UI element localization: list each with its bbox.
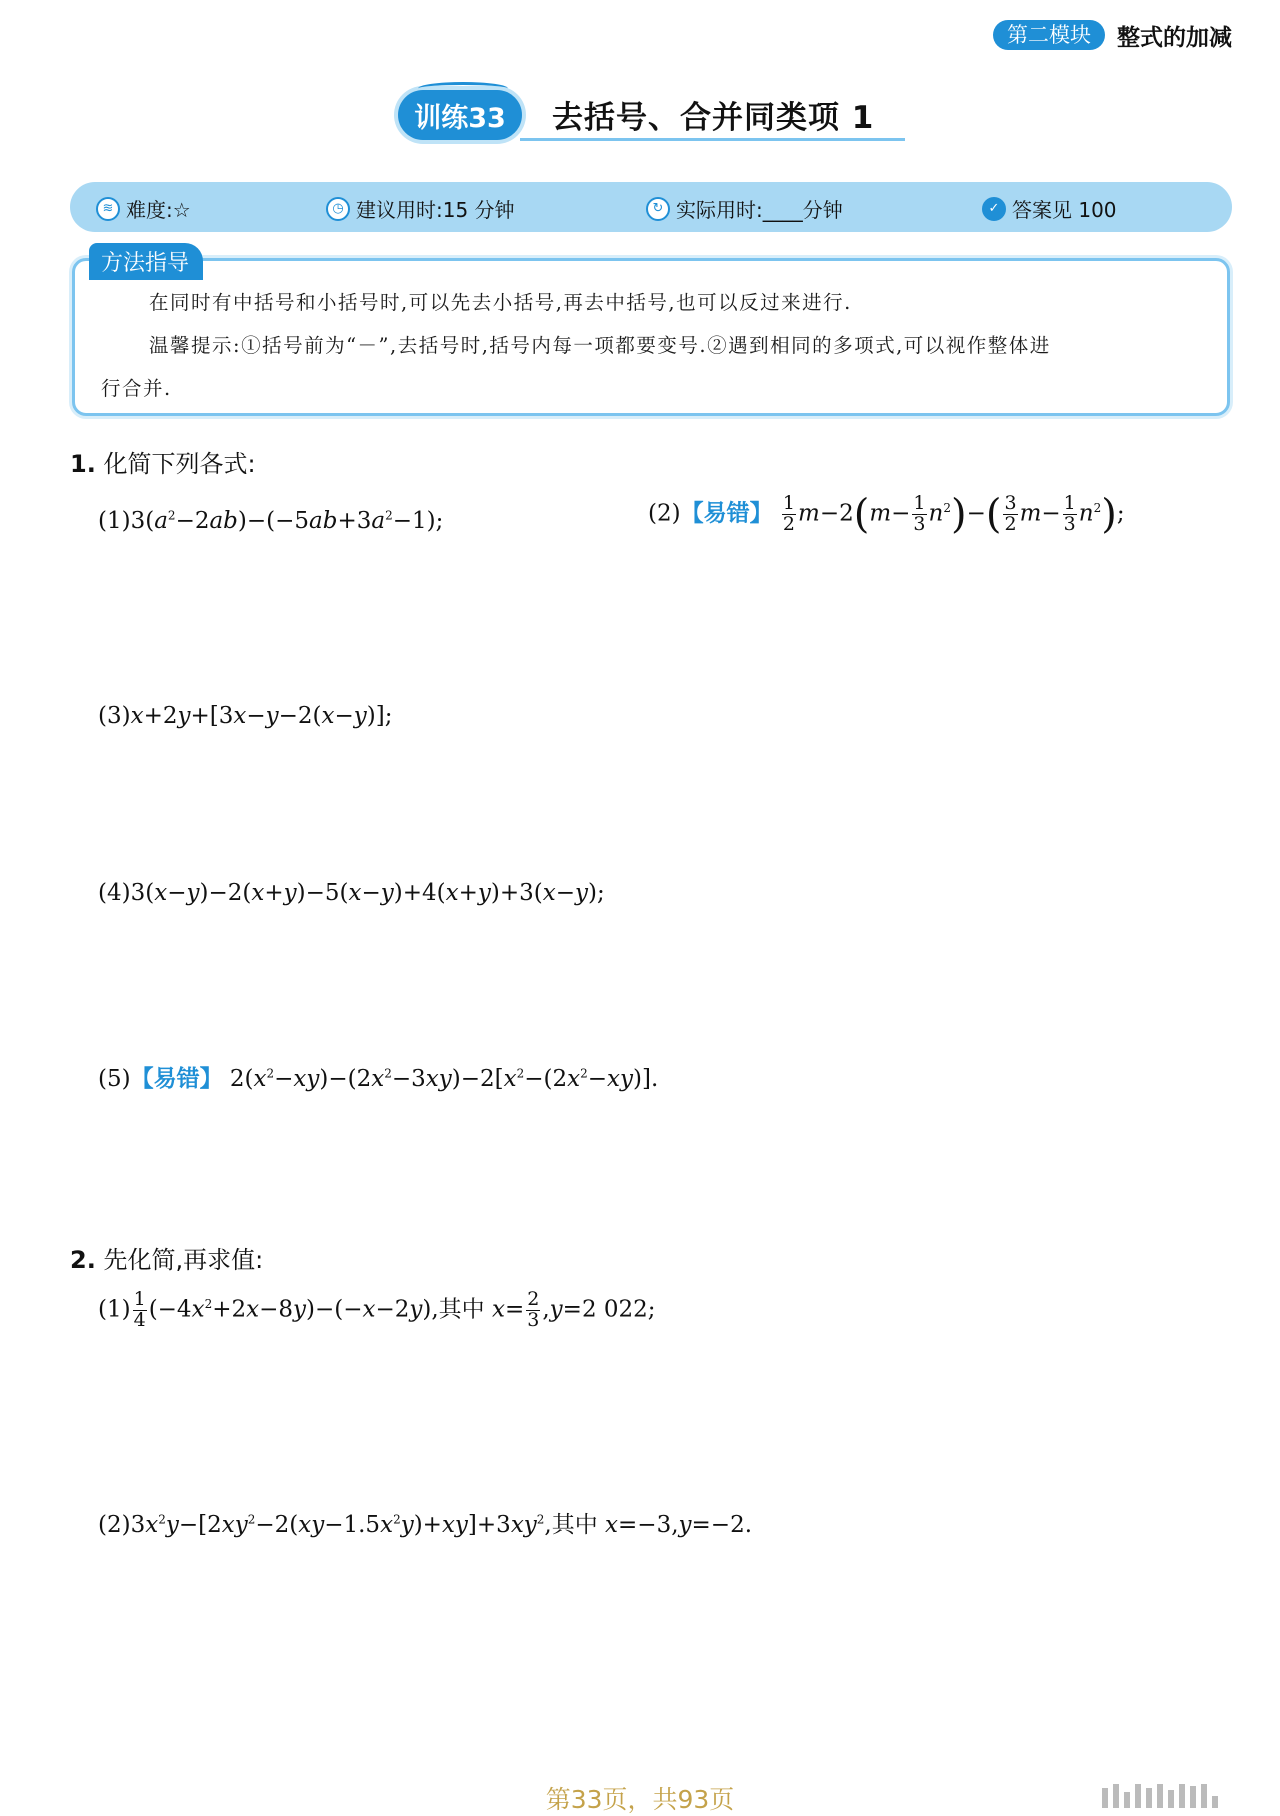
- method-tab: 方法指导: [89, 243, 203, 280]
- q2-number: 2.: [70, 1246, 96, 1274]
- error-prone-tag: 【易错】: [130, 1066, 223, 1092]
- q1-heading-text: 化简下列各式:: [103, 450, 256, 478]
- method-line-1: 在同时有中括号和小括号时,可以先去小括号,再去中括号,也可以反过来进行.: [149, 291, 852, 314]
- difficulty-text: 难度:☆: [126, 198, 191, 222]
- page-footer: 第33页，共93页: [545, 1785, 735, 1814]
- answer-item: [982, 194, 1117, 223]
- actual-time-item: [646, 194, 843, 223]
- q1-number: 1.: [70, 450, 96, 478]
- answer-text: 答案见 100: [1012, 198, 1117, 222]
- q1-item-1: $(1)3(a^2-2ab)-(-5ab+3a^2-1)$;: [98, 508, 444, 534]
- q2-item-1: (1) $\frac{1}{4}$ $(-4x^2+2x-8y)-(-x-2y)$,其中 x= $\frac{2}{3}$ ,y=2 022;: [98, 1288, 656, 1331]
- swoosh-decoration: [418, 82, 508, 95]
- training-badge-text: 训练33: [414, 102, 506, 134]
- q1-item-3: (3)x+2y+[3x−y−2(x−y)];: [98, 703, 393, 729]
- suggested-time-text: 建议用时:15 分钟: [356, 198, 515, 222]
- training-heading: 去括号、合并同类项 1: [552, 100, 875, 136]
- method-line-2: 温馨提示:①括号前为“－”,去括号时,括号内每一项都要变号.②遇到相同的多项式,可以视作整体进: [149, 334, 1051, 357]
- q1-heading: [70, 444, 256, 479]
- check-icon: ✓: [982, 197, 1006, 221]
- method-line-3: 行合并.: [101, 377, 172, 400]
- condition-text: ,其中: [431, 1296, 485, 1323]
- module-header: [993, 20, 1232, 50]
- difficulty-item: [96, 194, 191, 223]
- title-underline: [520, 138, 905, 141]
- item-label: (2): [648, 500, 681, 527]
- q1-item-4: (4)3(x−y)−2(x+y)−5(x−y)+4(x+y)+3(x−y);: [98, 880, 605, 906]
- error-prone-tag: 【易错】: [680, 500, 773, 527]
- training-title-block: [0, 84, 1280, 148]
- info-bar: [70, 182, 1232, 232]
- item-label: (1): [98, 508, 131, 534]
- suggested-time-item: [326, 194, 515, 223]
- method-guide-box: [72, 251, 1230, 416]
- q1-item-5: (5)【易错】 $2(x^2-xy)-(2x^2-3xy)-2[x^2-(2x^2-xy)]$.: [98, 1066, 659, 1092]
- signal-icon: ≋: [96, 197, 120, 221]
- module-tag: 第二模块: [993, 20, 1105, 50]
- q2-heading-text: 先化简,再求值:: [103, 1246, 264, 1274]
- q2-item-2: $(2)3x^2y-[2xy^2-2(xy-1.5x^2y)+xy]+3xy^2$,其中 x=−3,y=−2.: [98, 1512, 753, 1538]
- item-label: (1): [98, 1296, 131, 1323]
- training-badge: [398, 90, 522, 140]
- module-title: 整式的加减: [1117, 24, 1232, 51]
- q2-heading: [70, 1240, 263, 1275]
- barcode-decoration: [1102, 1782, 1252, 1808]
- item-label: (2): [98, 1512, 131, 1538]
- item-label: (5): [98, 1066, 131, 1092]
- timer-icon: ↻: [646, 197, 670, 221]
- item-label: (4): [98, 880, 131, 906]
- item-label: (3): [98, 703, 131, 729]
- alarm-clock-icon: ◷: [326, 197, 350, 221]
- actual-time-text: 实际用时:____分钟: [676, 198, 843, 222]
- q1-item-2: (2)【易错】 $\frac{1}{2}$ m−2(m− $\frac{1}{3}$ $n^2)-$( $\frac{3}{2}$ m− $\frac{1}{3}$ $n^2$);: [648, 491, 1125, 538]
- condition-text: ,其中: [544, 1512, 598, 1538]
